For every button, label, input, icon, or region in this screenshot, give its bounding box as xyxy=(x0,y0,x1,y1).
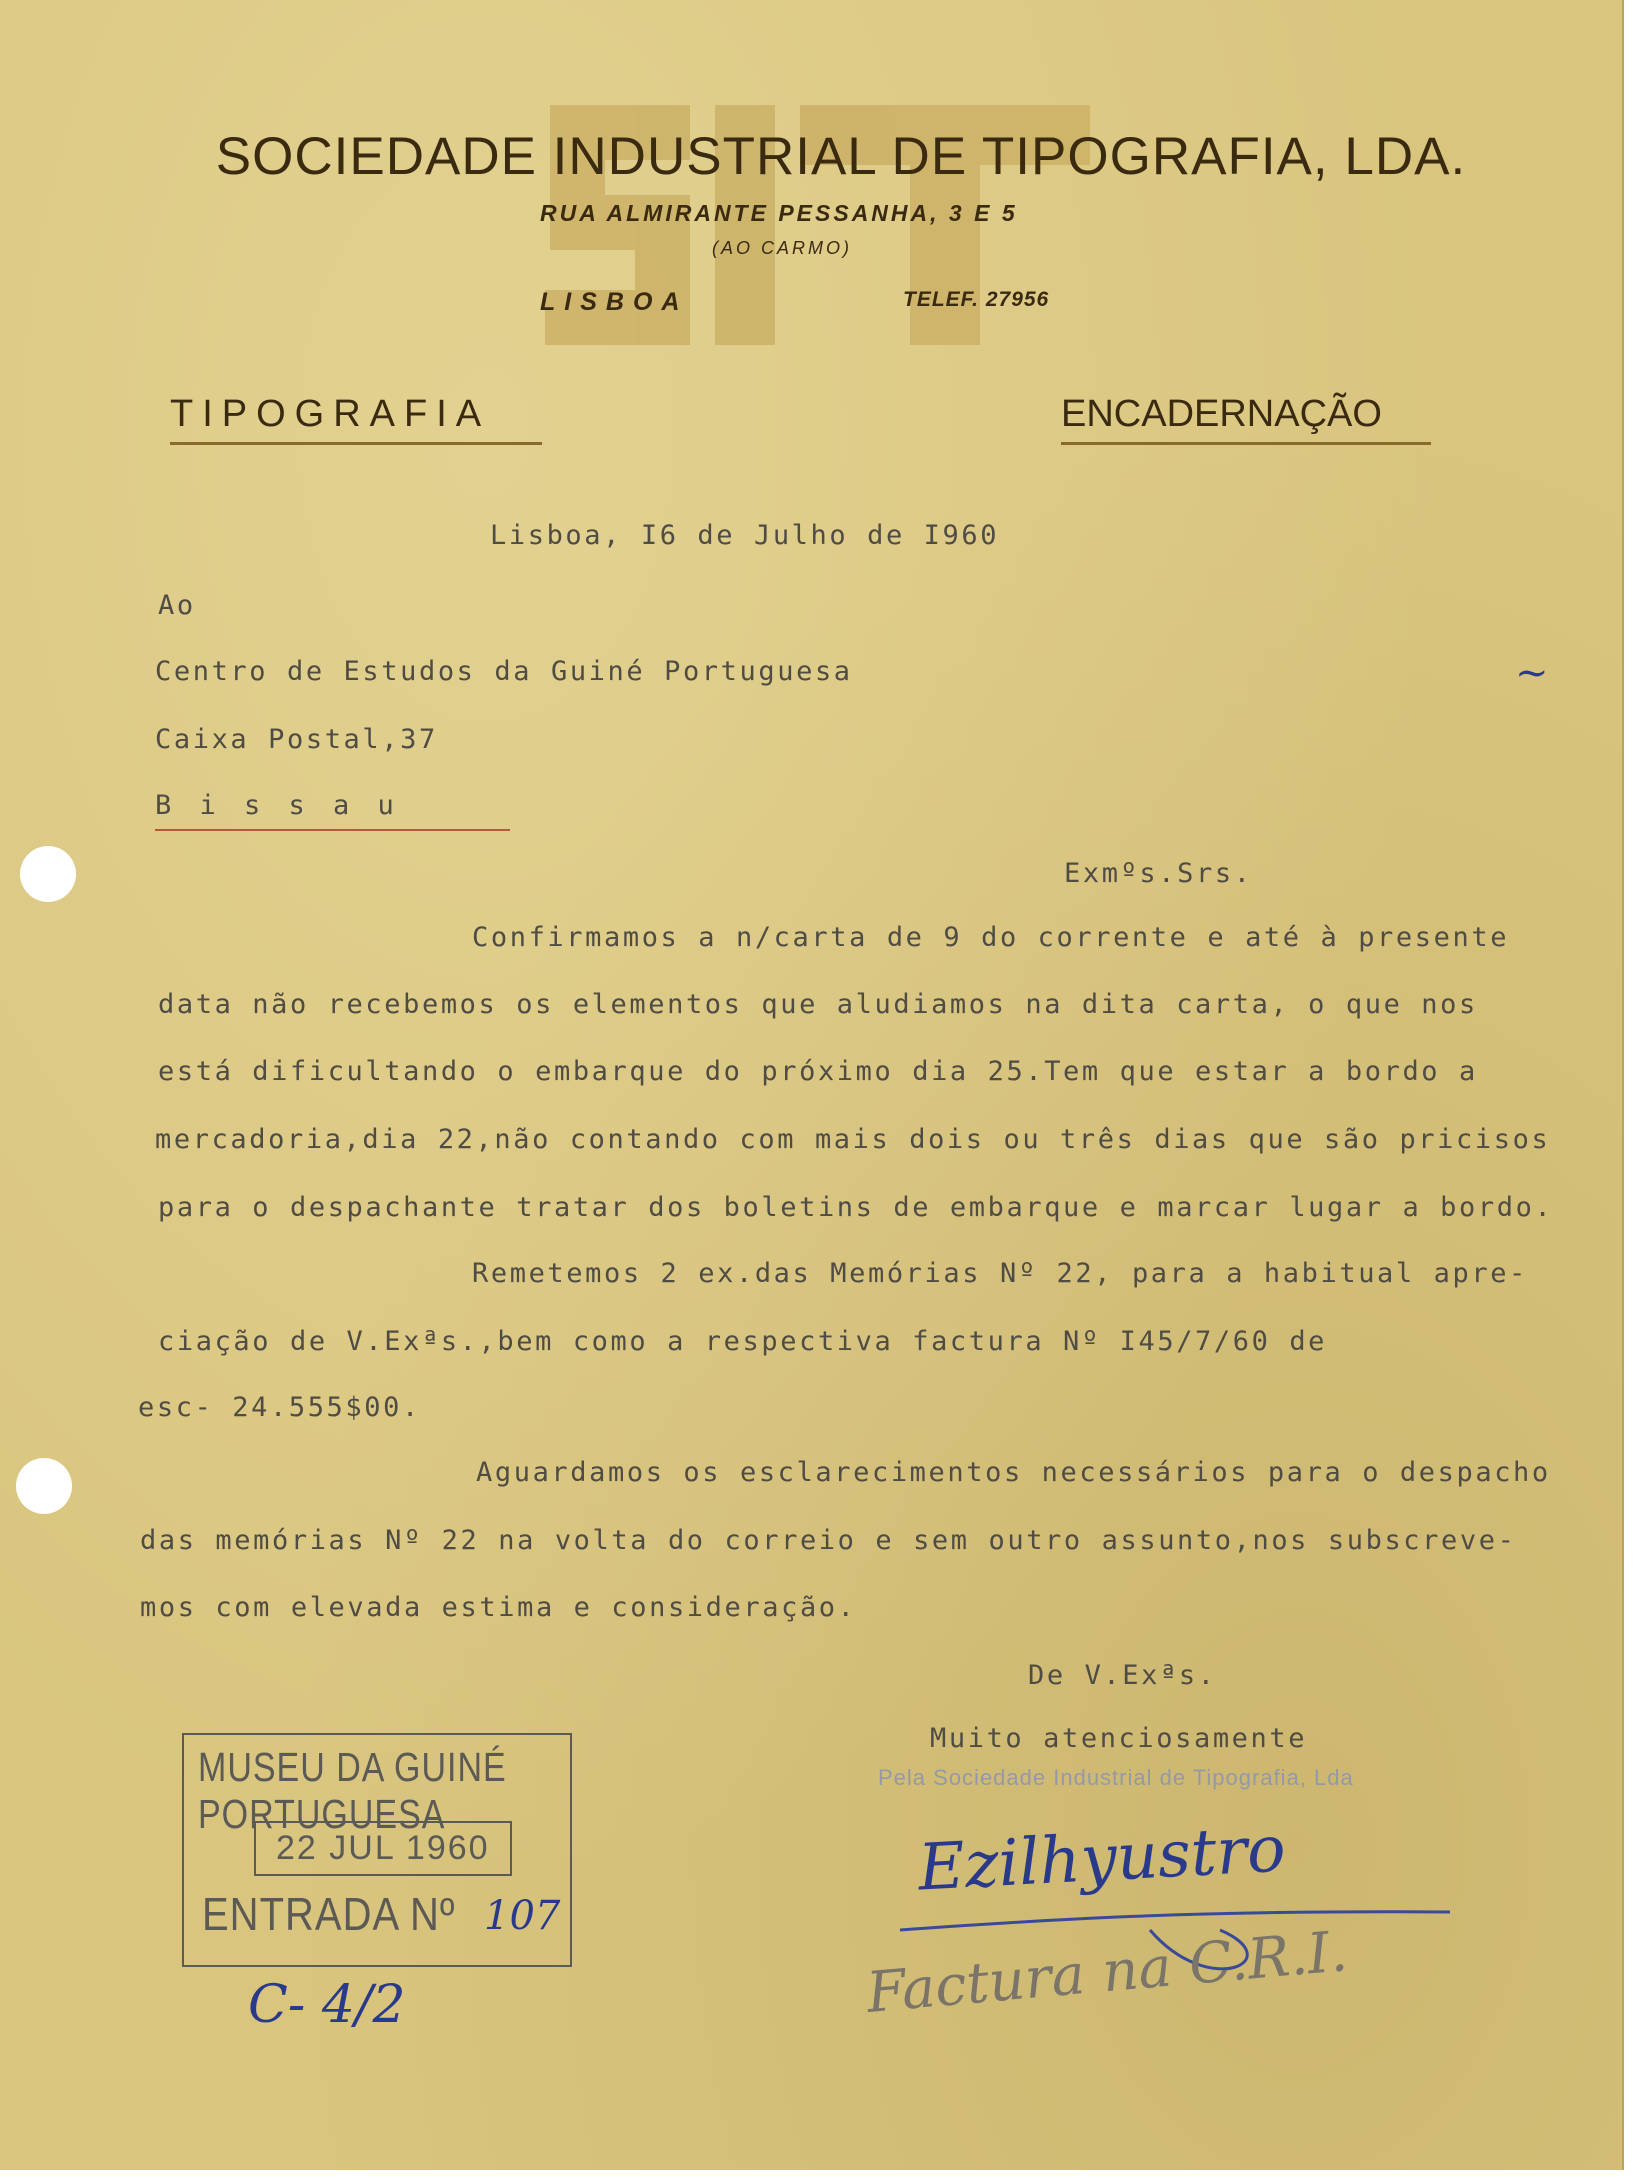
letterhead-dept-encadernacao: ENCADERNAÇÃO xyxy=(1061,393,1431,445)
letterhead-city: LISBOA xyxy=(540,288,689,316)
body-line: mos com elevada estima e consideração. xyxy=(140,1592,857,1623)
received-stamp xyxy=(182,1733,572,1967)
letterhead-address: RUA ALMIRANTE PESSANHA, 3 E 5 xyxy=(540,200,1018,226)
stamp-museum-title: MUSEU DA GUINÉ PORTUGUESA xyxy=(198,1745,507,1838)
signature: Ezilhyustro xyxy=(916,1812,1288,1906)
body-line: mercadoria,dia 22,não contando com mais dois ou três dias que são pricisos xyxy=(155,1124,1551,1155)
recipient-box: Caixa Postal,37 xyxy=(155,724,438,755)
letterhead-dept-tipografia: TIPOGRAFIA xyxy=(170,393,542,445)
body-line: ciação de V.Exªs.,bem como a respectiva factura Nº I45/7/60 de xyxy=(158,1326,1328,1357)
closing-de-v-exas: De V.Exªs. xyxy=(1028,1660,1217,1691)
punch-hole-bottom xyxy=(16,1458,72,1514)
reference-note: C- 4/2 xyxy=(248,1975,406,2035)
body-line: data não recebemos os elementos que aludiamos na dita carta, o que nos xyxy=(158,989,1478,1020)
recipient-to: Ao xyxy=(158,590,196,621)
stamp-date: 22 JUL 1960 xyxy=(254,1821,512,1876)
letterhead-address-note: (AO CARMO) xyxy=(712,238,852,258)
body-line: Confirmamos a n/carta de 9 do corrente e até à presente xyxy=(472,922,1510,953)
recipient-name: Centro de Estudos da Guiné Portuguesa xyxy=(155,656,853,687)
recipient-city: B i s s a u xyxy=(155,790,510,831)
letterhead-company-name: SOCIEDADE INDUSTRIAL DE TIPOGRAFIA, LDA. xyxy=(215,127,1467,186)
salutation: Exmºs.Srs. xyxy=(1064,858,1253,889)
body-line: Aguardamos os esclarecimentos necessários para o despacho xyxy=(476,1457,1551,1488)
body-line: das memórias Nº 22 na volta do correio e sem outro assunto,nos subscreve- xyxy=(140,1525,1517,1556)
pencil-note: Factura na C.R.I. xyxy=(864,1919,1351,2026)
stamp-entry-label: ENTRADA Nº xyxy=(202,1889,456,1941)
body-line: está dificultando o embarque do próximo dia 25.Tem que estar a bordo a xyxy=(158,1056,1478,1087)
stamp-entry-number: 107 xyxy=(484,1893,561,1939)
margin-tick-mark: ~ xyxy=(1515,650,1549,696)
body-line: Remetemos 2 ex.das Memórias Nº 22, para a habitual apre- xyxy=(472,1258,1528,1289)
company-signature-stamp: Pela Sociedade Industrial de Tipografia, Lda xyxy=(878,1765,1354,1790)
body-line: esc- 24.555$00. xyxy=(138,1392,421,1423)
letter-date: Lisboa, I6 de Julho de I960 xyxy=(490,520,1000,551)
closing-atenciosamente: Muito atenciosamente xyxy=(930,1723,1308,1754)
body-line: para o despachante tratar dos boletins de embarque e marcar lugar a bordo. xyxy=(158,1192,1554,1223)
punch-hole-top xyxy=(20,846,76,902)
letterhead-phone: TELEF. 27956 xyxy=(903,288,1050,311)
